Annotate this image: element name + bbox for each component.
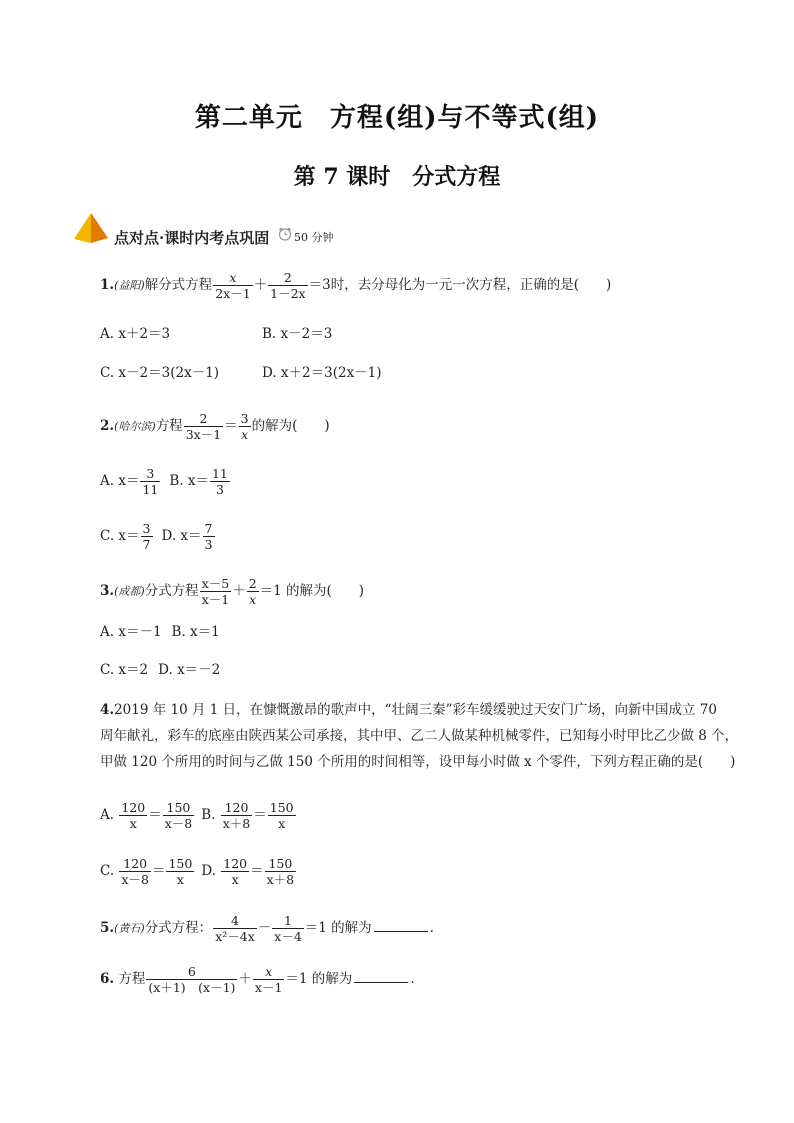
question-text: ＝1 的解为( ) — [259, 583, 365, 599]
question-text: 分式方程： — [144, 920, 213, 936]
question-text: 解分式方程 — [144, 277, 213, 293]
fraction: $\frac{x}{2x-1}$ — [215, 270, 251, 301]
option-b[interactable]: B. $\frac{120}{x+8}$ ＝ $\frac{150}{x}$ — [201, 800, 294, 831]
fraction: $\frac{1}{x-4}$ — [274, 913, 302, 944]
question-text: 的解为( ) — [251, 418, 330, 434]
option-d[interactable]: D. x＝ $\frac{7}{3}$ — [161, 521, 213, 552]
option-b[interactable]: B. x－2＝3 — [262, 326, 333, 342]
option-a[interactable]: A. x＋2＝3 — [100, 326, 171, 342]
question-5-stem: 5.(黄石)分式方程： $\frac{4}{\text{x²－4x}}$ － $\frac{1}{x-4}$ ＝1 的解为 . — [100, 913, 434, 944]
answer-blank[interactable] — [354, 968, 408, 983]
question-text: ＝3时，去分母化为一元一次方程，正确的是( ) — [308, 277, 612, 293]
pyramid-icon — [72, 212, 110, 244]
page-title: 第二单元 方程(组)与不等式(组) — [194, 103, 600, 133]
clock-icon — [278, 227, 292, 241]
question-4-stem-line1 — [100, 701, 717, 719]
question-2-stem: 2.(哈尔滨)方程 $\frac{2}{3x-1}$ ＝ $\frac{3}{x}$ 的解为( ) — [100, 411, 330, 442]
option-a[interactable]: A. x＝－1 — [100, 624, 162, 640]
question-1-options-cd — [100, 364, 382, 382]
section-time: 50 分钟 — [294, 231, 334, 244]
option-b[interactable]: B. x＝1 — [171, 624, 220, 640]
question-text: ＝1 的解为 — [285, 971, 353, 987]
question-3-options-cd — [100, 661, 220, 679]
fraction: $\frac{3}{x}$ — [240, 411, 249, 442]
question-2-options-ab — [100, 466, 231, 497]
question-source: (哈尔滨) — [114, 420, 156, 433]
question-number: 1. — [100, 277, 115, 293]
question-number: 6. — [100, 971, 115, 987]
question-4-options-cd — [100, 856, 297, 887]
question-text: 方程 — [118, 971, 146, 987]
answer-blank[interactable] — [374, 917, 428, 932]
question-number: 4. — [100, 702, 115, 718]
option-b[interactable]: B. x＝ $\frac{11}{3}$ — [169, 466, 228, 497]
question-text: ＝1 的解为 — [304, 920, 372, 936]
question-source: (成都) — [114, 585, 145, 598]
question-1-options-ab — [100, 325, 332, 343]
option-a[interactable]: A. x＝ $\frac{3}{11}$ — [100, 466, 159, 497]
question-2-options-cd — [100, 521, 216, 552]
question-6-stem: 6. 方程 $\frac{6}{(x+1) (x-1)}$ ＋ $\frac{x}{x-1}$ ＝1 的解为 . — [100, 964, 415, 995]
option-d[interactable]: D. x＋2＝3(2x－1) — [262, 365, 382, 381]
fraction: $\frac{x-5}{x-1}$ — [201, 576, 230, 607]
question-number: 3. — [100, 583, 115, 599]
lesson-subtitle: 第 7 课时 分式方程 — [293, 164, 501, 190]
option-d[interactable]: D. x＝－2 — [158, 662, 221, 678]
option-c[interactable]: C. x－2＝3(2x－1) — [100, 365, 220, 381]
fraction: $\frac{2}{3x-1}$ — [185, 411, 222, 442]
fraction: $\frac{x}{x-1}$ — [254, 964, 283, 995]
option-c[interactable]: C. $\frac{120}{x-8}$ ＝ $\frac{150}{x}$ — [100, 856, 193, 887]
question-4-options-ab — [100, 800, 297, 831]
question-3-options-ab — [100, 623, 220, 641]
question-number: 5. — [100, 920, 115, 936]
question-1-stem: 1.(益阳)解分式方程 $\frac{x}{2x-1}$ ＋ $\frac{2}{1-2x}$ ＝3时，去分母化为一元一次方程，正确的是( ) — [100, 270, 612, 301]
question-4-stem-line2: 周年献礼，彩车的底座由陕西某公司承接，其中甲、乙二人做某种机械零件，已知每小时甲比乙少做 8 个， — [100, 728, 739, 744]
question-3-stem: 3.(成都)分式方程 $\frac{x-5}{x-1}$ ＋ $\frac{2}{x}$ ＝1 的解为( ) — [100, 576, 365, 607]
question-text: 方程 — [155, 418, 183, 434]
question-number: 2. — [100, 418, 115, 434]
fraction: $\frac{2}{1-2x}$ — [270, 270, 306, 301]
question-source: (黄石) — [114, 922, 145, 935]
question-4-stem-line3: 甲做 120 个所用的时间与乙做 150 个所用的时间相等，设甲每小时做 x 个零件，下列方程正确的是( ) — [100, 754, 736, 770]
option-d[interactable]: D. $\frac{120}{x}$ ＝ $\frac{150}{x+8}$ — [201, 856, 295, 887]
option-c[interactable]: C. x＝2 — [100, 662, 149, 678]
question-text: 分式方程 — [144, 583, 199, 599]
option-a[interactable]: A. $\frac{120}{x}$ ＝ $\frac{150}{x-8}$ — [100, 800, 193, 831]
fraction: $\frac{4}{\text{x²－4x}}$ — [215, 913, 255, 944]
option-c[interactable]: C. x＝ $\frac{3}{7}$ — [100, 521, 151, 552]
section-label: 点对点·课时内考点巩固 — [114, 229, 270, 247]
fraction: $\frac{2}{x}$ — [248, 576, 257, 607]
fraction: $\frac{6}{(x+1) (x-1)}$ — [148, 964, 236, 995]
question-source: (益阳) — [114, 279, 145, 292]
question-text: 2019 年 10 月 1 日，在慷慨激昂的歌声中，“壮阔三秦”彩车缓缓驶过天安门广场，向新中国成立 70 — [114, 702, 717, 718]
